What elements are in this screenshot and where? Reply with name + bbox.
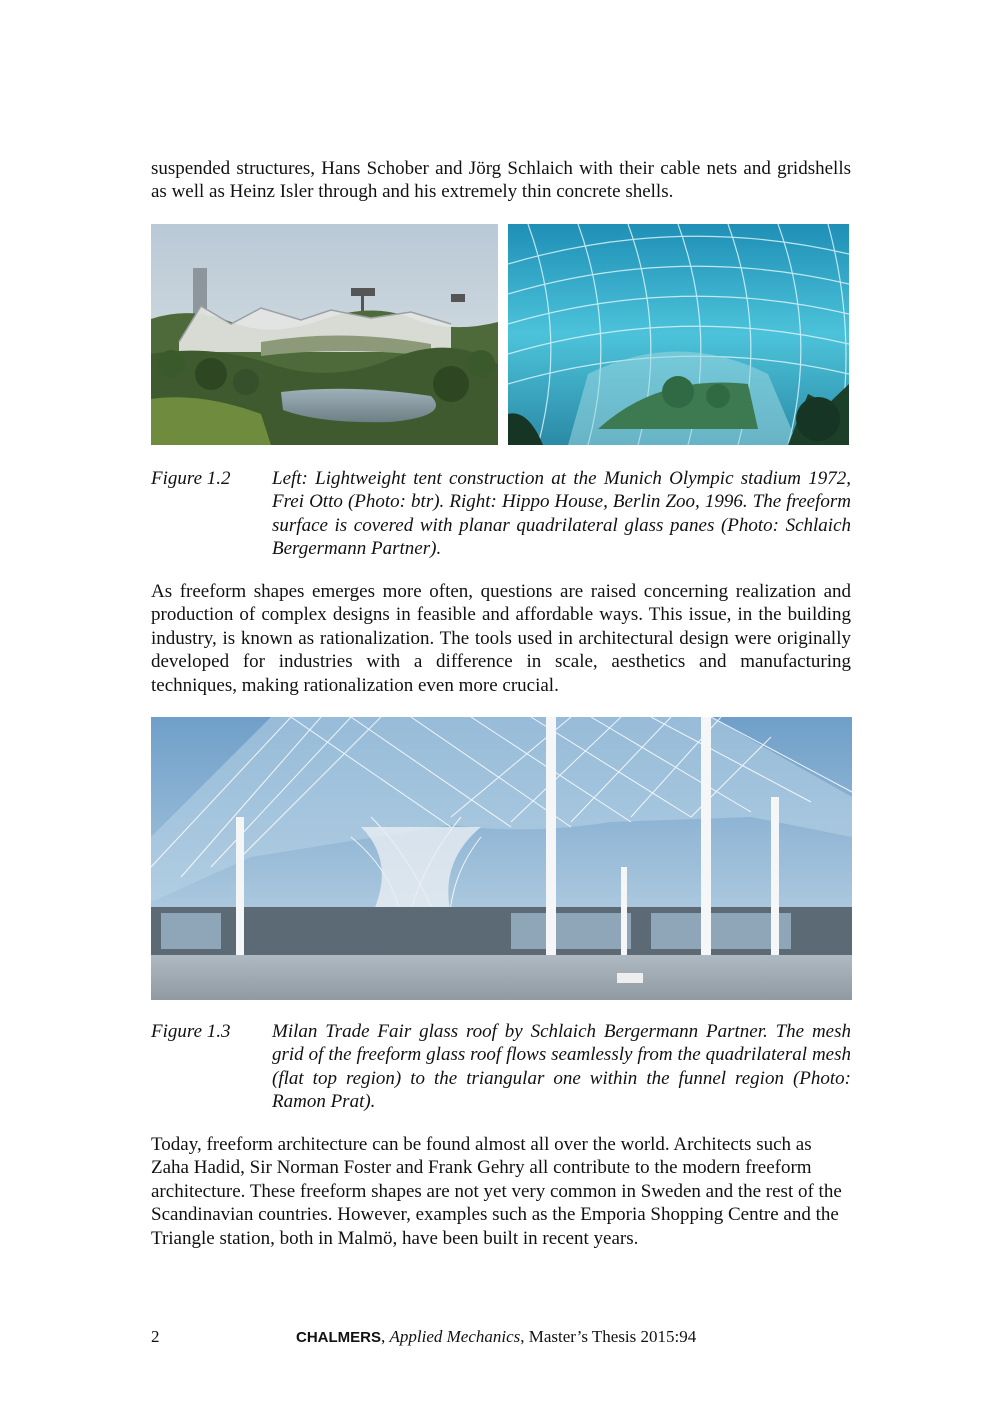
figure-1-3-caption [151, 1020, 851, 1114]
caption-text: Left: Lightweight tent construction at the Munich Olympic stadium 1972, Frei Otto (Photo: btr). Right: Hippo House, Berlin Zoo, 1996. The freeform surface is covered with planar quadrilateral glass panes (Photo: Schlaich Bergermann Partner). [272, 468, 851, 560]
footer-organization: CHALMERS [296, 1329, 381, 1346]
caption-text: Milan Trade Fair glass roof by Schlaich Bergermann Partner. The mesh grid of the freeform glass roof flows seamlessly from the quadrilateral mesh (flat top region) to the triangular one within the funnel region (Photo: Ramon Prat). [272, 1021, 851, 1113]
today-paragraph: Today, freeform architecture can be found almost all over the world. Architects such as Zaha Hadid, Sir Norman Foster and Frank Gehry all contribute to the modern freeform architecture. These freeform shapes are not yet very common in Sweden and the rest of the Scandinavian countries. However, examples such as the Emporia Shopping Centre and the Triangle station, both in Malmö, have been built in recent years. [151, 1134, 842, 1249]
munich-olympic-stadium-photo [151, 224, 498, 445]
footer-department: Applied Mechanics [389, 1327, 521, 1346]
figure-1-2-caption [151, 467, 851, 561]
footer-thesis: , Master’s Thesis 2015:94 [520, 1327, 697, 1346]
intro-paragraph: suspended structures, Hans Schober and Jörg Schlaich with their cable nets and gridshells as well as Heinz Isler through and his extremely thin concrete shells. [151, 158, 851, 203]
footer-separator: , [381, 1327, 390, 1346]
footer-citation [296, 1327, 696, 1347]
milan-trade-fair-photo [151, 717, 852, 1000]
figure-label: Figure 1.2 [151, 468, 231, 489]
page-footer [151, 1327, 851, 1351]
hippo-house-photo [508, 224, 849, 445]
page-number: 2 [151, 1327, 160, 1346]
rationalization-paragraph: As freeform shapes emerges more often, questions are raised concerning realization and production of complex designs in feasible and affordable ways. This issue, in the building industry, is known as rationalization. The tools used in architectural design were originally developed for industries with a difference in scale, aesthetics and manufacturing techniques, making rationalization even more crucial. [151, 581, 851, 696]
figure-label: Figure 1.3 [151, 1021, 231, 1042]
